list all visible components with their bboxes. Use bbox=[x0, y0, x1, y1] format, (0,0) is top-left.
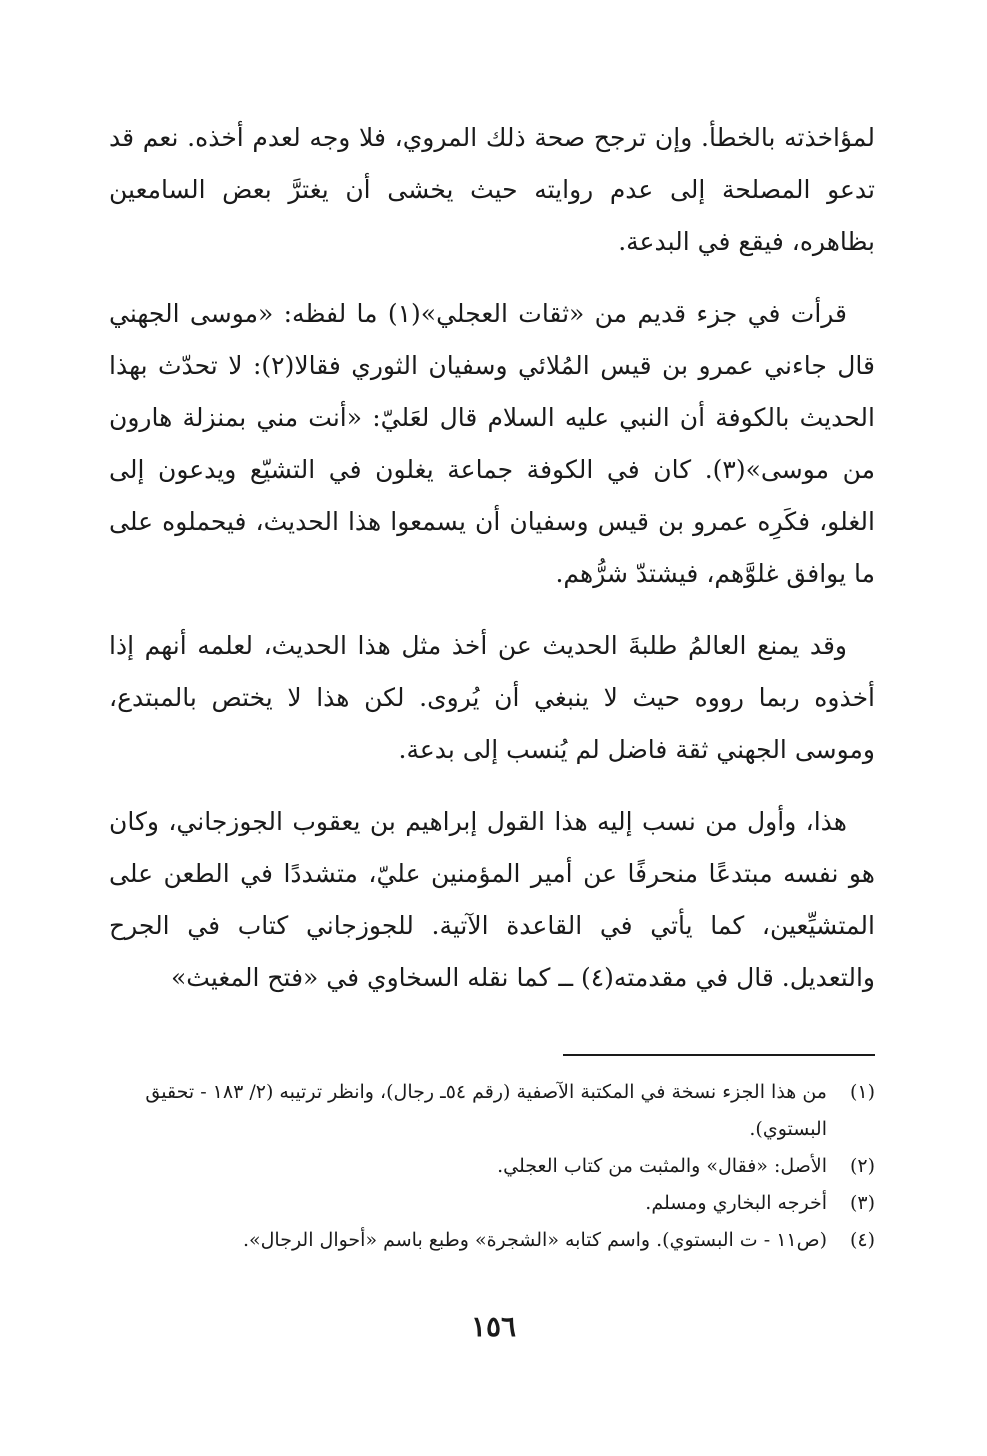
footnote-2 bbox=[109, 1148, 875, 1185]
footnote-text: أخرجه البخاري ومسلم. bbox=[645, 1192, 827, 1214]
footnote-4 bbox=[109, 1222, 875, 1259]
footnote-number: (٢) bbox=[849, 1155, 875, 1177]
footnotes bbox=[109, 1074, 875, 1259]
footnote-3 bbox=[109, 1185, 875, 1222]
footnote-number: (١) bbox=[849, 1081, 875, 1103]
footnote-text: من هذا الجزء نسخة في المكتبة الآصفية (رقم ٥٤ـ رجال)، وانظر ترتيبه (٢/ ١٨٣ - تحقيق البستوي). bbox=[145, 1081, 827, 1140]
paragraph-2: قرأت في جزء قديم من «ثقات العجلي»(١) ما لفظه: «موسى الجهني قال جاءني عمرو بن قيس المُلائي وسفيان الثوري فقالا(٢): لا تحدّث بهذا الحديث بالكوفة أن النبي عليه السلام قال لعَليّ: «أنت مني بمنزلة هارون من موسى»(٣). كان في الكوفة جماعة يغلون في التشيّع ويدعون إلى الغلو، فكَرِه عمرو بن قيس وسفيان أن يسمعوا هذا الحديث، فيحملوه على ما يوافق غلوَّهم، فيشتدّ شرُّهم. bbox=[109, 299, 876, 588]
page-number: ١٥٦ bbox=[470, 1310, 517, 1343]
footnote-1 bbox=[109, 1074, 875, 1148]
footnote-separator bbox=[563, 1054, 875, 1056]
footnote-number: (٤) bbox=[849, 1229, 875, 1251]
paragraph-3: وقد يمنع العالمُ طلبةَ الحديث عن أخذ مثل هذا الحديث، لعلمه أنهم إذا أخذوه ربما رووه حيث لا ينبغي أن يُروى. لكن هذا لا يختص بالمبتدع، وموسى الجهني ثقة فاضل لم يُنسب إلى بدعة. bbox=[109, 631, 875, 764]
footnote-text: (ص١١ - ت البستوي). واسم كتابه «الشجرة» وطبع باسم «أحوال الرجال». bbox=[242, 1229, 827, 1251]
paragraph-4: هذا، وأول من نسب إليه هذا القول إبراهيم بن يعقوب الجوزجاني، وكان هو نفسه مبتدعًا منحرفًا عن أمير المؤمنين عليّ، متشددًا في الطعن على المتشيِّعين، كما يأتي في القاعدة الآتية. للجوزجاني كتاب في الجرح والتعديل. قال في مقدمته(٤) ــ كما نقله السخاوي في «فتح المغيث» bbox=[109, 807, 875, 992]
footnote-number: (٣) bbox=[849, 1192, 875, 1214]
paragraph-1: لمؤاخذته بالخطأ. وإن ترجح صحة ذلك المروي، فلا وجه لعدم أخذه. نعم قد تدعو المصلحة إلى عدم روايته حيث يخشى أن يغترَّ بعض السامعين بظاهره، فيقع في البدعة. bbox=[109, 123, 875, 256]
main-text bbox=[109, 112, 875, 1024]
footnote-text: الأصل: «فقال» والمثبت من كتاب العجلي. bbox=[497, 1155, 827, 1177]
